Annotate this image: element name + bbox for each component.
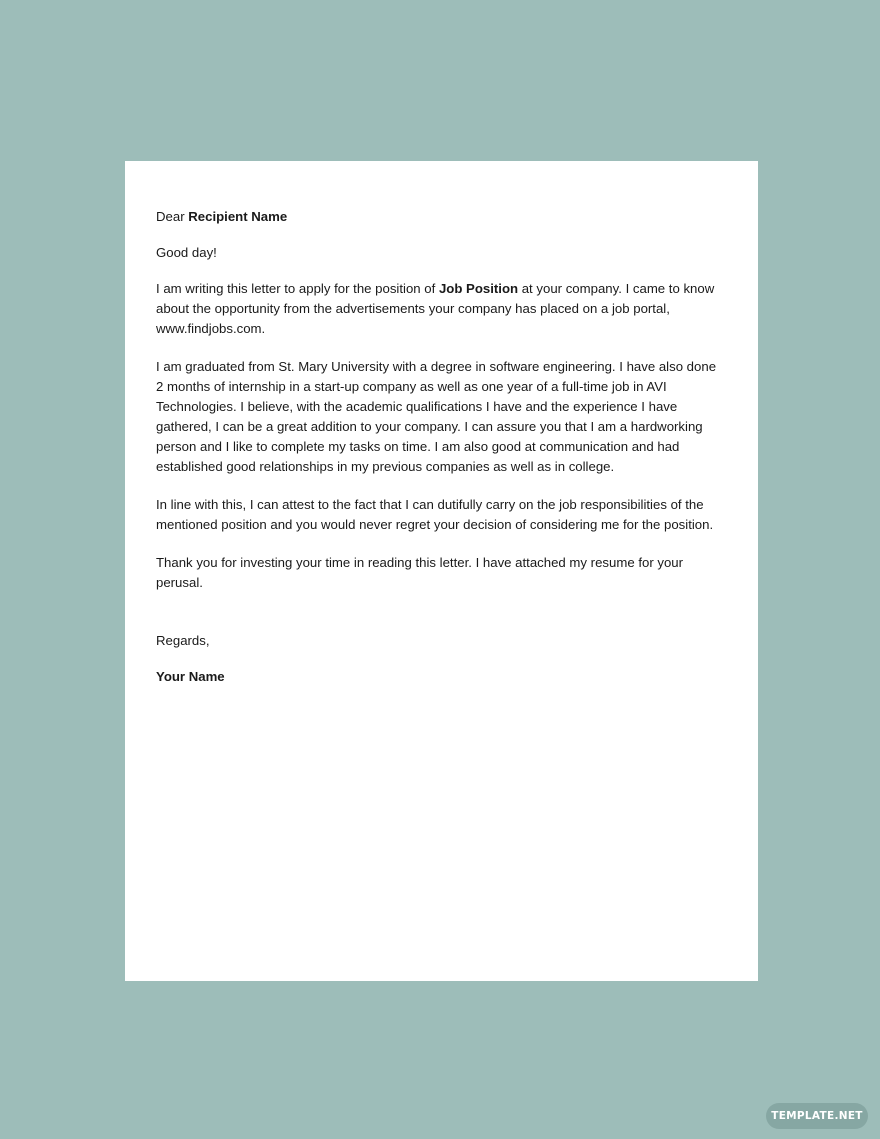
recipient-name: Recipient Name bbox=[188, 209, 288, 224]
template-watermark-badge[interactable]: TEMPLATE.NET bbox=[766, 1103, 868, 1129]
paragraph-intro-before: I am writing this letter to apply for the position of bbox=[156, 281, 439, 296]
salutation-prefix: Dear bbox=[156, 209, 189, 224]
signature-name: Your Name bbox=[156, 669, 225, 684]
paragraph-intro bbox=[156, 279, 718, 339]
salutation bbox=[156, 207, 718, 227]
letter-page bbox=[125, 161, 758, 981]
opening-line: Good day! bbox=[156, 245, 217, 260]
paragraph-thanks: Thank you for investing your time in reading this letter. I have attached my resume for your perusal. bbox=[156, 555, 684, 590]
paragraph-attestation: In line with this, I can attest to the fact that I can dutifully carry on the job responsibilities of the mentioned position and you would never regret your decision of considering me for the position. bbox=[156, 497, 714, 532]
closing: Regards, bbox=[156, 633, 210, 648]
paragraph-intro-after: at your company. I came to know about the opportunity from the advertisements your company has placed on a job portal, www.findjobs.com. bbox=[156, 281, 715, 336]
paragraph-qualifications: I am graduated from St. Mary University with a degree in software engineering. I have also done 2 months of internship in a start-up company as well as one year of a full-time job in AVI Technologies. I believe, with the academic qualifications I have and the experience I have gathered, I can be a great addition to your company. I can assure you that I am a hardworking person and I like to complete my tasks on time. I am also good at communication and had established good relationships in my previous companies as well as in college. bbox=[156, 359, 717, 474]
job-position: Job Position bbox=[438, 281, 519, 296]
